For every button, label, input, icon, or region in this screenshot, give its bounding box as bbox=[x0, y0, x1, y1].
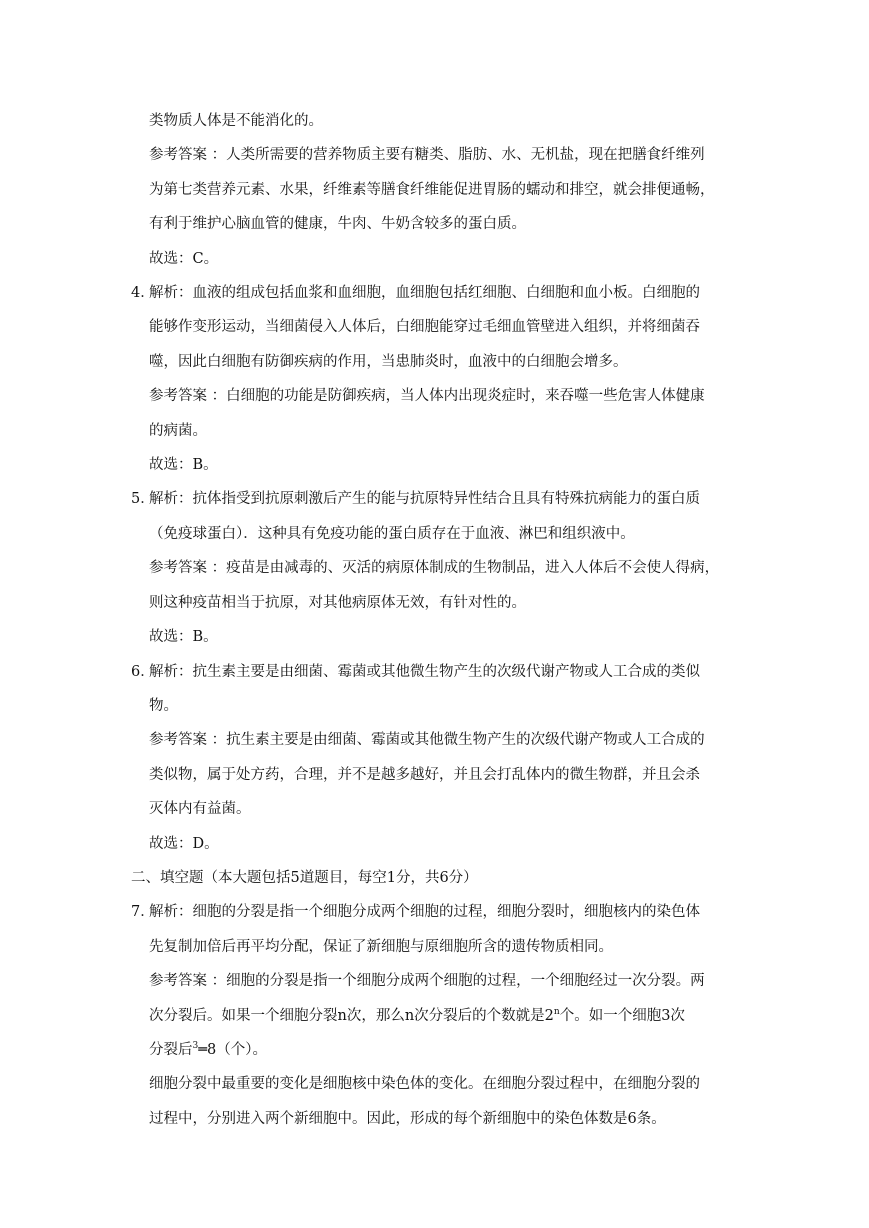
line-text: 故选：D。 bbox=[149, 835, 219, 852]
line-text: 细胞分裂中最重要的变化是细胞核中染色体的变化。在细胞分裂过程中，在细胞分裂的 bbox=[149, 1076, 700, 1093]
superscript: n bbox=[553, 1006, 560, 1017]
line-text: 二、填空题（本大题包括5道题目，每空1分，共6分） bbox=[131, 869, 478, 886]
line-text: 解析：细胞的分裂是指一个细胞分成两个细胞的过程，细胞分裂时，细胞核内的染色体 bbox=[149, 904, 700, 921]
text-line bbox=[131, 310, 741, 344]
line-text: 解析：抗生素主要是由细菌、霉菌或其他微生物产生的次级代谢产物或人工合成的类似 bbox=[149, 663, 700, 680]
text-line bbox=[131, 345, 741, 379]
text-line bbox=[131, 138, 741, 172]
line-text: 能够作变形运动，当细菌侵入人体后，白细胞能穿过毛细血管壁进入组织，并将细菌吞 bbox=[149, 319, 700, 336]
superscript: 3 bbox=[192, 1041, 199, 1052]
line-text: 故选：B。 bbox=[149, 629, 218, 646]
line-text: （免疫球蛋白）．这种具有免疫功能的蛋白质存在于血液、淋巴和组织液中。 bbox=[149, 525, 635, 542]
item-number: 5． bbox=[131, 491, 155, 508]
text-line bbox=[131, 517, 741, 551]
line-text: 次分裂后。如果一个细胞分裂n次，那么n次分裂后的个数就是2 bbox=[149, 1007, 554, 1024]
item-number: 6． bbox=[131, 663, 155, 680]
text-line bbox=[131, 448, 741, 482]
text-line bbox=[131, 964, 741, 998]
text-line bbox=[131, 861, 741, 895]
text-line bbox=[131, 895, 741, 929]
line-text: 噬，因此白细胞有防御疾病的作用，当患肺炎时，血液中的白细胞会增多。 bbox=[149, 353, 628, 370]
text-line bbox=[131, 1102, 741, 1136]
text-line bbox=[131, 482, 741, 516]
item-number: 7． bbox=[131, 904, 155, 921]
line-text: 参考答案 ：白细胞的功能是防御疾病，当人体内出现炎症时，来吞噬一些危害人体健康 bbox=[149, 388, 705, 405]
line-text: 解析：血液的组成包括血浆和血细胞，血细胞包括红细胞、白细胞和血小板。白细胞的 bbox=[149, 285, 700, 302]
text-line bbox=[131, 173, 741, 207]
text-line bbox=[131, 207, 741, 241]
text-line bbox=[131, 1067, 741, 1101]
text-line bbox=[131, 104, 741, 138]
text-line bbox=[131, 379, 741, 413]
line-text: 参考答案 ：疫苗是由减毒的、灭活的病原体制成的生物制品，进入人体后不会使人得病， bbox=[149, 560, 720, 577]
item-number: 4． bbox=[131, 285, 155, 302]
line-text: 解析：抗体指受到抗原刺激后产生的能与抗原特异性结合且具有特殊抗病能力的蛋白质 bbox=[149, 491, 700, 508]
text-line bbox=[131, 551, 741, 585]
text-line bbox=[131, 620, 741, 654]
line-text: 类物质人体是不能消化的。 bbox=[149, 113, 323, 129]
text-line bbox=[131, 758, 741, 792]
line-text: 灭体内有益菌。 bbox=[149, 801, 251, 818]
line-text: 先复制加倍后再平均分配，保证了新细胞与原细胞所含的遗传物质相同。 bbox=[149, 938, 613, 955]
text-line bbox=[131, 689, 741, 723]
text-line bbox=[131, 723, 741, 757]
text-line bbox=[131, 586, 741, 620]
text-line bbox=[131, 930, 741, 964]
line-text: 故选：C。 bbox=[149, 250, 219, 267]
text-line bbox=[131, 655, 741, 689]
text-line bbox=[131, 276, 741, 310]
line-text: 分裂后 bbox=[149, 1041, 193, 1058]
line-text: 参考答案 ：细胞的分裂是指一个细胞分成两个细胞的过程，一个细胞经过一次分裂。两 bbox=[149, 973, 705, 990]
line-text: ═8（个）。 bbox=[198, 1041, 267, 1058]
text-line bbox=[131, 999, 741, 1033]
text-line bbox=[131, 414, 741, 448]
line-text: 参考答案 ：抗生素主要是由细菌、霉菌或其他微生物产生的次级代谢产物或人工合成的 bbox=[149, 732, 705, 749]
line-text: 故选：B。 bbox=[149, 457, 218, 474]
text-line bbox=[131, 792, 741, 826]
document-body bbox=[131, 104, 741, 1136]
text-line bbox=[131, 1033, 741, 1067]
line-text: 有利于维护心脑血管的健康，牛肉、牛奶含较多的蛋白质。 bbox=[149, 216, 526, 233]
text-line bbox=[131, 827, 741, 861]
line-text: 过程中，分别进入两个新细胞中。因此，形成的每个新细胞中的染色体数是6条。 bbox=[149, 1110, 666, 1127]
line-text: 参考答案 ：人类所需要的营养物质主要有糖类、脂肪、水、无机盐，现在把膳食纤维列 bbox=[149, 147, 705, 164]
line-text: 则这种疫苗相当于抗原，对其他病原体无效，有针对性的。 bbox=[149, 594, 526, 611]
line-text: 类似物，属于处方药，合理，并不是越多越好，并且会打乱体内的微生物群，并且会杀 bbox=[149, 766, 700, 783]
text-line bbox=[131, 242, 741, 276]
line-text: 的病菌。 bbox=[149, 422, 207, 439]
line-text: 个。如一个细胞3次 bbox=[559, 1007, 685, 1024]
line-text: 物。 bbox=[149, 697, 178, 714]
line-text: 为第七类营养元素、水果，纤维素等膳食纤维能促进胃肠的蠕动和排空，就会排便通畅， bbox=[149, 181, 715, 198]
